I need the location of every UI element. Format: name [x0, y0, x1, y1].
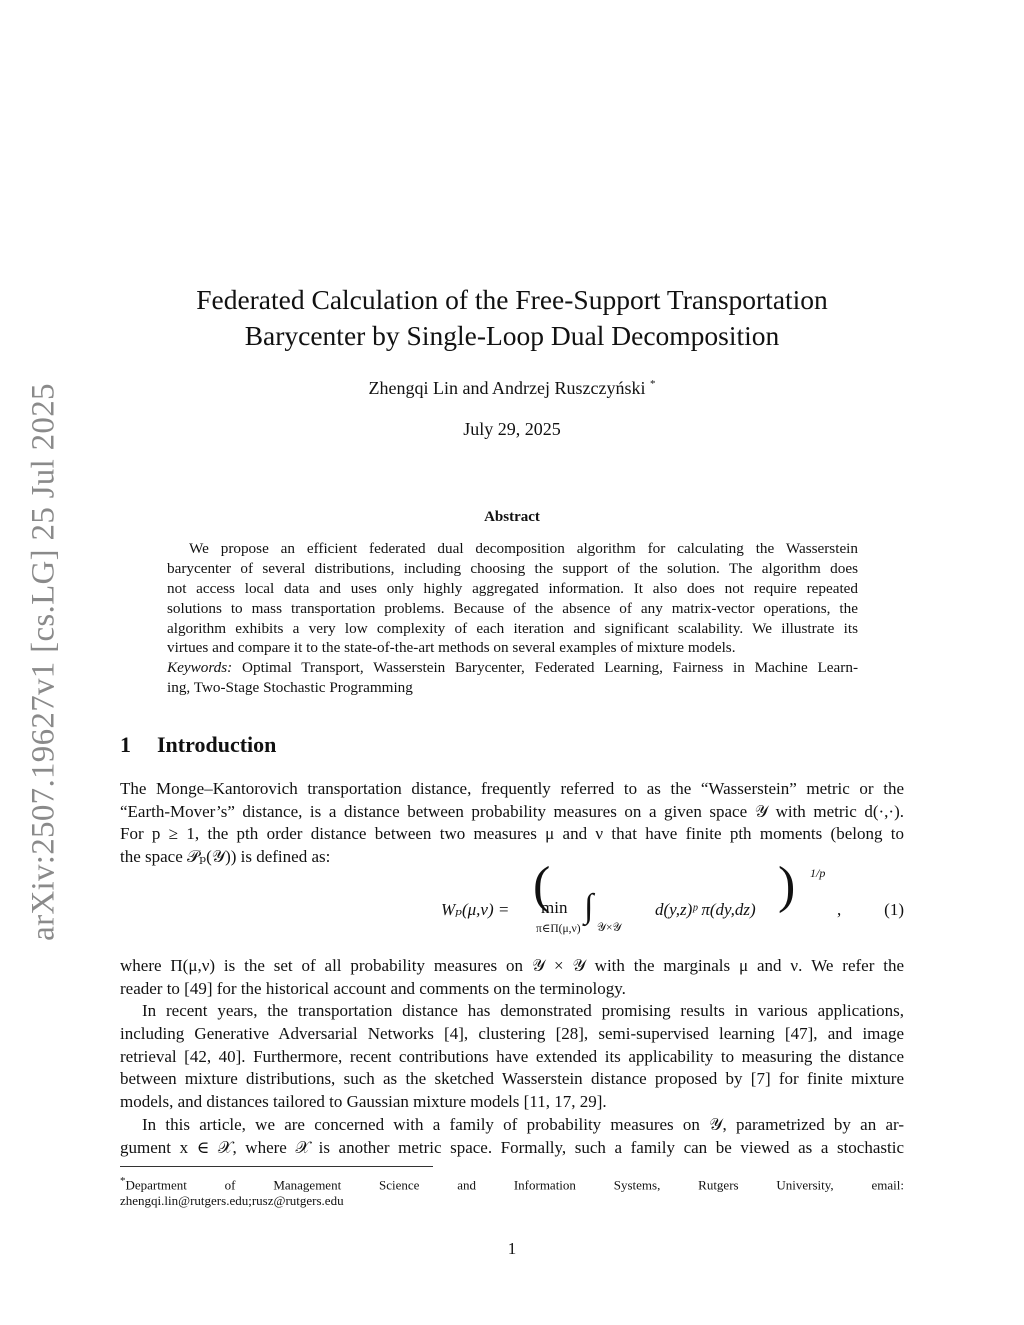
text-line: the space 𝒫ₚ(𝒴)) is defined as: — [120, 847, 331, 867]
author-footnote-mark: * — [649, 378, 656, 390]
title-line: Federated Calculation of the Free-Support Transportation — [196, 284, 828, 315]
author-names: Zhengqi Lin and Andrzej Ruszczyński — [368, 378, 646, 398]
text-line: For p ≥ 1, the pth order distance between two measures μ and ν that have finite pth moments (belong to — [120, 824, 904, 844]
text-line: where Π(μ,ν) is the set of all probability measures on 𝒴 × 𝒴 with the marginals μ and ν. We refer the — [120, 956, 904, 975]
equation-min-sub: π∈Π(μ,ν) — [536, 923, 581, 935]
text-line: In this article, we are concerned with a family of probability measures on 𝒴, parametrized by an ar- — [142, 1114, 904, 1134]
section-number: 1 — [120, 732, 131, 757]
left-paren: ( — [533, 857, 551, 914]
text-line: retrieval [42, 40]. Furthermore, recent contributions have extended its applicability to measuring the distance — [120, 1046, 904, 1066]
text-line: The Monge–Kantorovich transportation distance, frequently referred to as the “Wasserstein” metric or the — [120, 779, 904, 798]
text-line: gument x ∈ 𝒳, where 𝒳 is another metric space. Formally, such a family can be viewed as a stochastic — [120, 1137, 904, 1157]
abstract-heading: Abstract — [484, 509, 540, 525]
equation-number: (1) — [884, 900, 904, 919]
abstract-line: virtues and compare it to the state-of-the-art methods on several examples of mixture models. — [167, 639, 736, 657]
integral-sign: ∫ — [584, 888, 594, 925]
abstract-line: algorithm exhibits a very low complexity of each iteration and significant scalability. We illustrate its — [167, 619, 858, 637]
arxiv-stamp: arXiv:2507.19627v1 [cs.LG] 25 Jul 2025 — [25, 383, 62, 941]
footnote — [120, 1172, 904, 1210]
right-paren: ) — [778, 857, 796, 914]
footnote-line — [120, 1172, 904, 1191]
footnote-line: zhengqi.lin@rutgers.edu;rusz@rutgers.edu — [120, 1193, 344, 1208]
footnote-rule — [120, 1166, 433, 1167]
abstract-line: solutions to mass transportation problems. Because of the absence of any matrix-vector operations, the — [167, 599, 858, 617]
exponent: 1/p — [810, 866, 826, 880]
text-line: including Generative Adversarial Networks [4], clustering [28], semi-supervised learning [47], and image — [120, 1024, 904, 1044]
page-number: 1 — [507, 1239, 517, 1258]
title-line: Barycenter by Single-Loop Dual Decomposition — [244, 320, 780, 351]
text-line: reader to [49] for the historical account and comments on the terminology. — [120, 978, 626, 998]
text-line: “Earth-Mover’s” distance, is a distance between probability measures on a given space 𝒴 with metric d(·,·). — [120, 801, 904, 821]
section-title: Introduction — [157, 732, 277, 757]
abstract-line: not access local data and uses only highly aggregated information. It also does not require repeated — [167, 579, 858, 597]
paper-title — [0, 282, 1024, 354]
footnote-text: Department of Management Science and Information Systems, Rutgers University, email: — [125, 1177, 904, 1193]
equation-min: min — [541, 898, 568, 917]
equation-body — [441, 900, 509, 920]
abstract-body — [167, 539, 858, 698]
section-heading — [120, 732, 276, 758]
date: July 29, 2025 — [463, 419, 561, 439]
integral-sub: 𝒴×𝒴 — [597, 922, 622, 934]
equation-lhs: Wₚ(μ,ν) = — [441, 900, 510, 919]
paragraph — [120, 955, 904, 1159]
footnote-mark: * — [120, 1175, 126, 1187]
authors — [0, 378, 1024, 399]
trailing-comma: , — [837, 900, 842, 919]
integrand: d(y,z)ᵖ π(dy,dz) — [655, 900, 756, 919]
keywords: Optimal Transport, Wasserstein Barycenter, Federated Learning, Fairness in Machine Learn- — [242, 659, 859, 677]
abstract-line: barycenter of several distributions, including choosing the support of the solution. The algorithm does — [167, 559, 858, 577]
text-line: between mixture distributions, such as the sketched Wasserstein distance proposed by [7] for finite mixture — [120, 1069, 904, 1089]
abstract-line: We propose an efficient federated dual decomposition algorithm for calculating the Wasserstein — [189, 540, 858, 557]
keywords-line — [167, 658, 858, 678]
keywords-line: ing, Two-Stage Stochastic Programming — [167, 679, 413, 697]
text-line: models, and distances tailored to Gaussian mixture models [11, 17, 29]. — [120, 1092, 607, 1112]
text-line: In recent years, the transportation distance has demonstrated promising results in various applications, — [142, 1001, 904, 1021]
keywords-label: Keywords: — [167, 659, 233, 677]
